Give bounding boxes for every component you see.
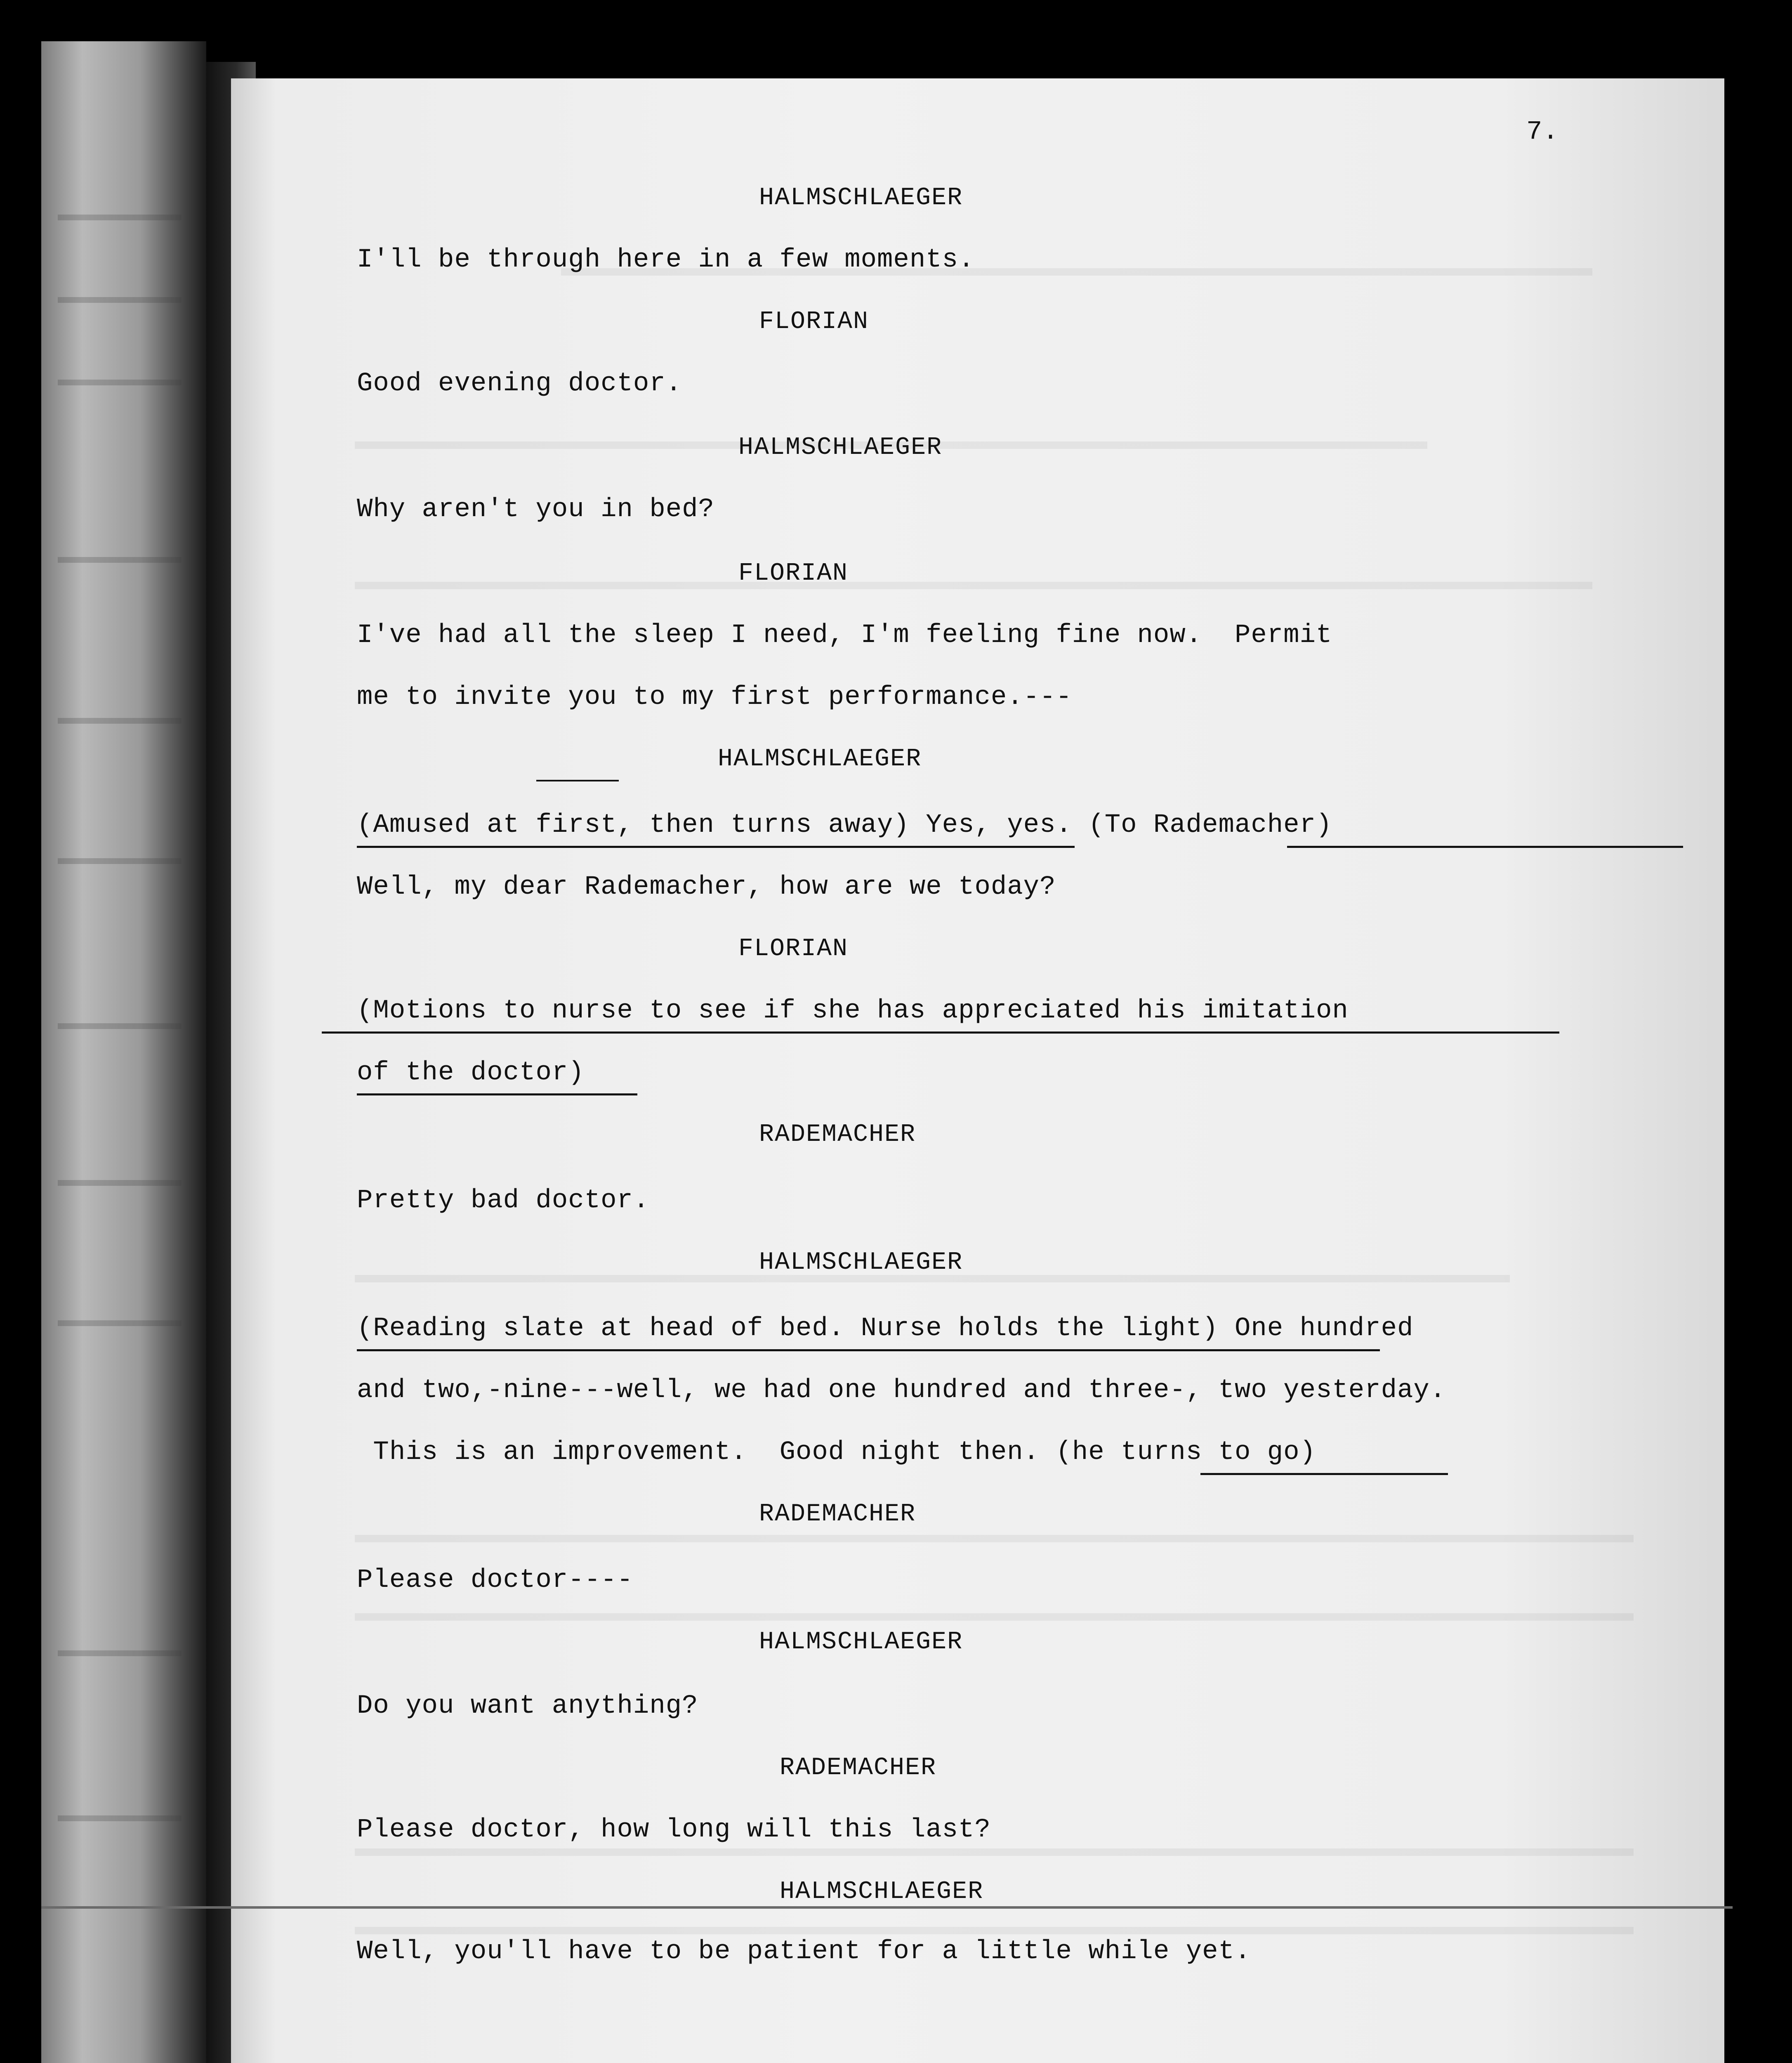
speaker-name: RADEMACHER	[759, 1121, 916, 1149]
pencil-mark	[536, 780, 619, 781]
script-page	[231, 78, 1724, 2063]
dialogue-line: I've had all the sleep I need, I'm feeling fine now. Permit	[357, 621, 1332, 650]
previous-page-edge	[41, 41, 206, 2063]
dialogue-line: (Reading slate at head of bed. Nurse holds the light) One hundred	[357, 1314, 1414, 1343]
dialogue-line: This is an improvement. Good night then. (he turns to go)	[357, 1437, 1316, 1467]
dialogue-line: (Motions to nurse to see if she has appreciated his imitation	[357, 996, 1349, 1026]
dialogue-line: me to invite you to my first performance.---	[357, 682, 1072, 712]
speaker-name: HALMSCHLAEGER	[759, 184, 963, 212]
stage-direction-underline	[357, 1349, 1380, 1351]
stage-direction-underline	[322, 1032, 1559, 1034]
stage-direction-underline	[1200, 1473, 1448, 1475]
speaker-name: RADEMACHER	[780, 1754, 937, 1782]
fold-line	[41, 1906, 1733, 1909]
dialogue-line: Do you want anything?	[357, 1691, 698, 1721]
stage-direction-underline	[1287, 846, 1683, 848]
speaker-name: RADEMACHER	[759, 1500, 916, 1528]
dialogue-line: I'll be through here in a few moments.	[357, 245, 975, 275]
speaker-name: FLORIAN	[738, 559, 849, 588]
dialogue-line: Well, my dear Rademacher, how are we today?	[357, 872, 1056, 902]
stage-direction-underline	[357, 846, 1075, 848]
dialogue-line: Please doctor, how long will this last?	[357, 1815, 991, 1845]
dialogue-line: and two,-nine---well, we had one hundred and three-, two yesterday.	[357, 1376, 1446, 1405]
speaker-name: FLORIAN	[759, 308, 869, 336]
page-number: 7.	[1526, 117, 1559, 147]
speaker-name: HALMSCHLAEGER	[718, 745, 922, 773]
dialogue-line: Why aren't you in bed?	[357, 495, 714, 524]
dialogue-line: Well, you'll have to be patient for a little while yet.	[357, 1937, 1251, 1966]
dialogue-line: Please doctor----	[357, 1565, 633, 1595]
stage-direction-underline	[357, 1093, 637, 1095]
dialogue-line: of the doctor)	[357, 1058, 585, 1088]
speaker-name: HALMSCHLAEGER	[738, 434, 943, 462]
dialogue-line: Good evening doctor.	[357, 369, 682, 399]
dialogue-line: (Amused at first, then turns away) Yes, yes. (To Rademacher)	[357, 810, 1332, 840]
speaker-name: HALMSCHLAEGER	[780, 1878, 984, 1906]
speaker-name: HALMSCHLAEGER	[759, 1249, 963, 1277]
speaker-name: FLORIAN	[738, 935, 849, 963]
dialogue-line: Pretty bad doctor.	[357, 1186, 650, 1216]
speaker-name: HALMSCHLAEGER	[759, 1628, 963, 1656]
